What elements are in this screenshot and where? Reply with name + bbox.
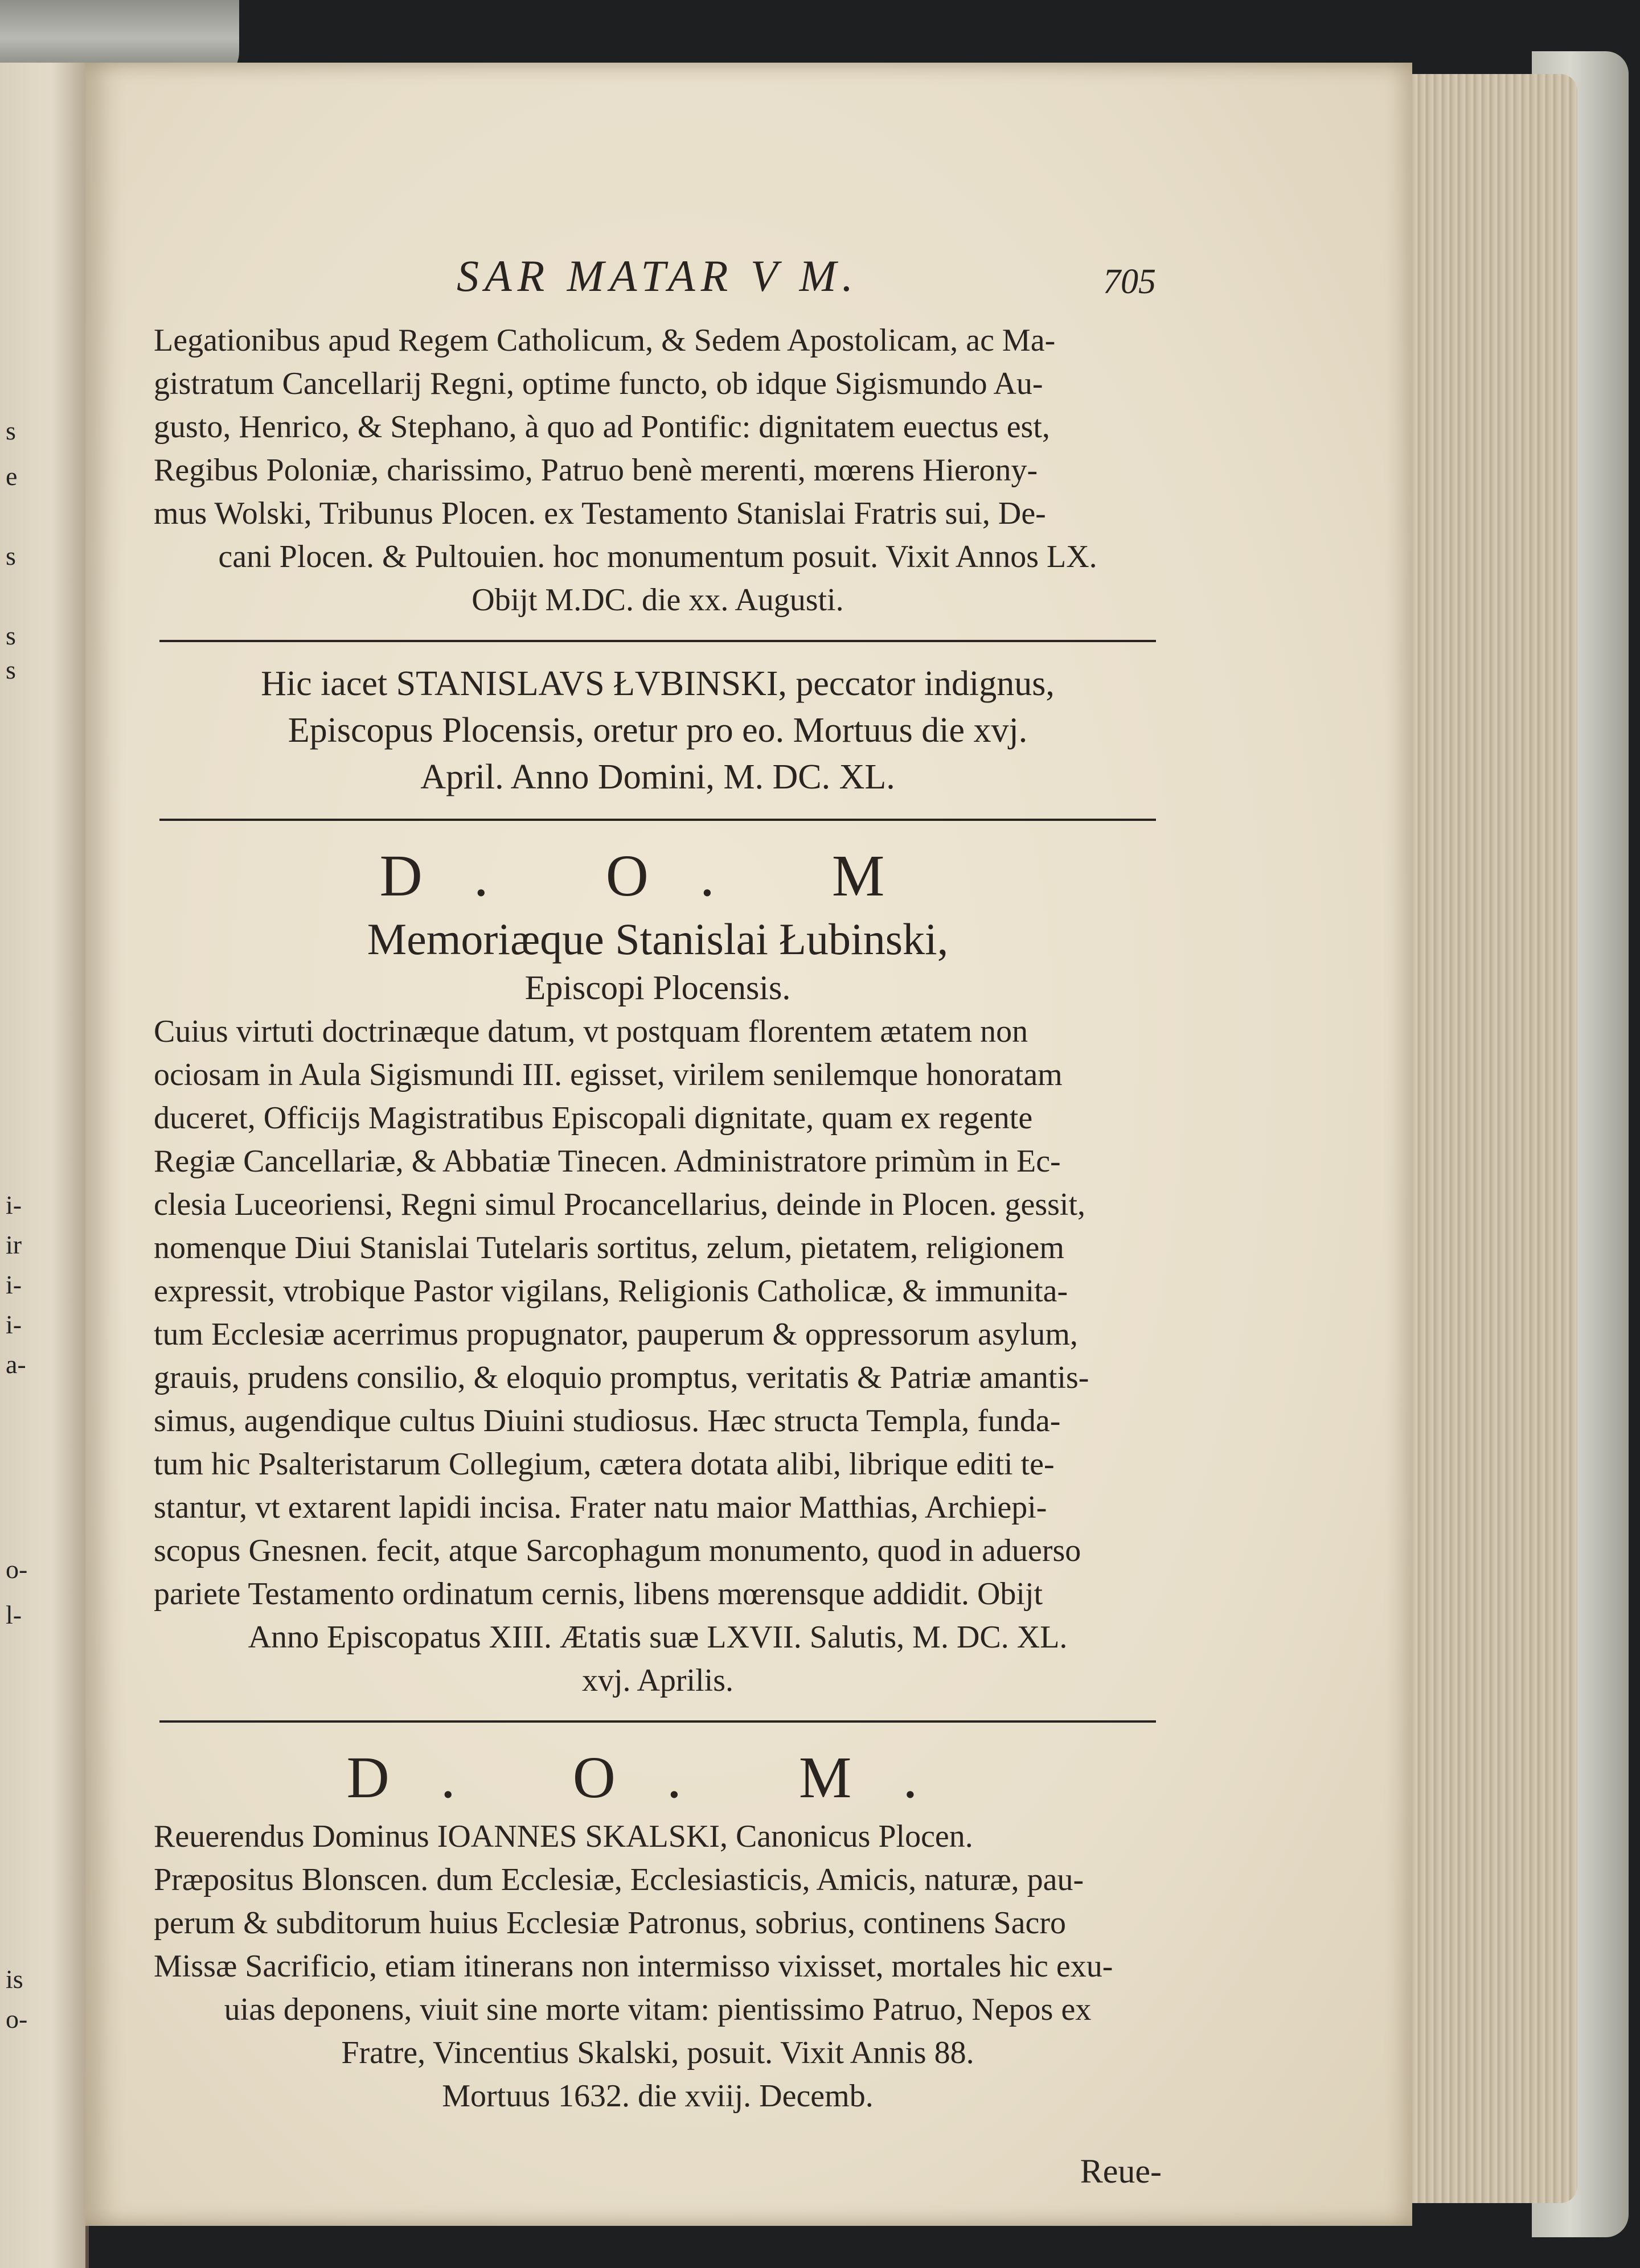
text-line: simus, augendique cultus Diuini studiosus. Hæc structa Templa, funda- <box>154 1403 1061 1439</box>
dedication-heading: Memoriæque Stanislai Łubinski, <box>367 914 949 964</box>
margin-letter: is <box>6 1965 23 1994</box>
text-line: Regiæ Cancellariæ, & Abbatiæ Tinecen. Administratore primùm in Ec- <box>154 1144 1061 1179</box>
text-line: gusto, Henrico, & Stephano, à quo ad Pontific: dignitatem euectus est, <box>154 409 1050 445</box>
text-line: Hic iacet STANISLAVS ŁVBINSKI, peccator indignus, <box>261 664 1055 703</box>
text-line: Fratre, Vincentius Skalski, posuit. Vixit Annis 88. <box>341 2035 974 2070</box>
page-edges <box>1389 74 1577 2203</box>
margin-letter: a- <box>6 1350 26 1379</box>
epitaph-skalski <box>154 1741 1162 2118</box>
margin-letter: l- <box>6 1600 22 1629</box>
text-line: xvj. Aprilis. <box>581 1663 734 1698</box>
text-line: Legationibus apud Regem Catholicum, & Sedem Apostolicam, ac Ma- <box>154 323 1056 358</box>
text-line: pariete Testamento ordinatum cernis, libens mœrensque addidit. Obijt <box>154 1576 1043 1612</box>
text-line: Missæ Sacrificio, etiam itinerans non intermisso vixisset, mortales hic exu- <box>154 1949 1113 1984</box>
text-line: tum hic Psalteristarum Collegium, cætera dotata alibi, librique editi te- <box>154 1447 1055 1482</box>
margin-letter: s <box>6 655 16 684</box>
epitaph-lubinski-memorial <box>154 839 1162 1702</box>
text-line: uias deponens, viuit sine morte vitam: pientissimo Patruo, Nepos ex <box>224 1992 1092 2027</box>
dom-heading: D. O. M. <box>346 1745 969 1810</box>
text-line: Præpositus Blonscen. dum Ecclesiæ, Ecclesiasticis, Amicis, naturæ, pau- <box>154 1862 1084 1897</box>
left-margin-text <box>0 63 85 2268</box>
text-line: cani Plocen. & Pultouien. hoc monumentum posuit. Vixit Annos LX. <box>218 539 1097 574</box>
catchword: Reue- <box>1080 2152 1162 2190</box>
text-line: perum & subditorum huius Ecclesiæ Patronus, sobrius, continens Sacro <box>154 1905 1067 1941</box>
text-line: nomenque Diui Stanislai Tutelaris sortitus, zelum, pietatem, religionem <box>154 1230 1064 1266</box>
running-title: SAR MATAR V M. <box>456 251 859 301</box>
text-line: stantur, vt extarent lapidi incisa. Frater natu maior Matthias, Archiepi- <box>154 1490 1047 1525</box>
text-line: April. Anno Domini, M. DC. XL. <box>420 758 895 796</box>
text-line: gistratum Cancellarij Regni, optime functo, ob idque Sigismundo Au- <box>154 366 1043 401</box>
margin-letter: e <box>6 462 18 491</box>
margin-letter: i- <box>6 1270 22 1299</box>
text-line: scopus Gnesnen. fecit, atque Sarcophagum monumento, quod in aduerso <box>154 1533 1081 1568</box>
margin-letter: s <box>6 416 16 445</box>
margin-letter: i- <box>6 1190 22 1219</box>
margin-letter: ir <box>6 1230 22 1259</box>
divider-rule <box>159 1720 1156 1723</box>
text-line: expressit, vtrobique Pastor vigilans, Religionis Catholicæ, & immunita- <box>154 1273 1068 1309</box>
epitaph-wolski <box>154 319 1162 622</box>
text-line: ociosam in Aula Sigismundi III. egisset, virilem senilemque honoratam <box>154 1057 1063 1092</box>
margin-letter: s <box>6 621 16 650</box>
margin-letter: s <box>6 541 16 570</box>
text-line: Anno Episcopatus XIII. Ætatis suæ LXVII. Salutis, M. DC. XL. <box>248 1620 1068 1655</box>
margin-letter: i- <box>6 1310 22 1339</box>
subtitle: Episcopi Plocensis. <box>524 969 791 1006</box>
epitaph-lubinski-short <box>154 660 1162 800</box>
text-line: grauis, prudens consilio, & eloquio promptus, veritatis & Patriæ amantis- <box>154 1360 1089 1395</box>
text-line: Mortuus 1632. die xviij. Decemb. <box>442 2078 874 2114</box>
page-number: 705 <box>1103 262 1156 301</box>
text-line: mus Wolski, Tribunus Plocen. ex Testamento Stanislai Fratris sui, De- <box>154 496 1046 531</box>
text-line: Reuerendus Dominus IOANNES SKALSKI, Canonicus Plocen. <box>154 1819 973 1854</box>
left-page-fragment <box>0 63 89 2268</box>
text-line: tum Ecclesiæ acerrimus propugnator, pauperum & oppressorum asylum, <box>154 1317 1078 1352</box>
text-line: Episcopus Plocensis, oretur pro eo. Mortuus die xvj. <box>288 711 1028 750</box>
text-line: duceret, Officijs Magistratibus Episcopali dignitate, quam ex regente <box>154 1100 1033 1136</box>
text-line: Regibus Poloniæ, charissimo, Patruo benè merenti, mœrens Hierony- <box>154 453 1038 488</box>
margin-letter: o- <box>6 2004 28 2033</box>
text-line: clesia Luceoriensi, Regni simul Procancellarius, deinde in Plocen. gessit, <box>154 1187 1086 1222</box>
dom-heading: D. O. M <box>379 843 936 909</box>
page-content <box>154 250 1162 2191</box>
divider-rule <box>159 640 1156 642</box>
text-line: Cuius virtuti doctrinæque datum, vt postquam florentem ætatem non <box>154 1014 1028 1049</box>
divider-rule <box>159 819 1156 821</box>
running-header <box>154 250 1162 313</box>
text-line: Obijt M.DC. die xx. Augusti. <box>472 582 844 618</box>
margin-letter: o- <box>6 1555 28 1584</box>
